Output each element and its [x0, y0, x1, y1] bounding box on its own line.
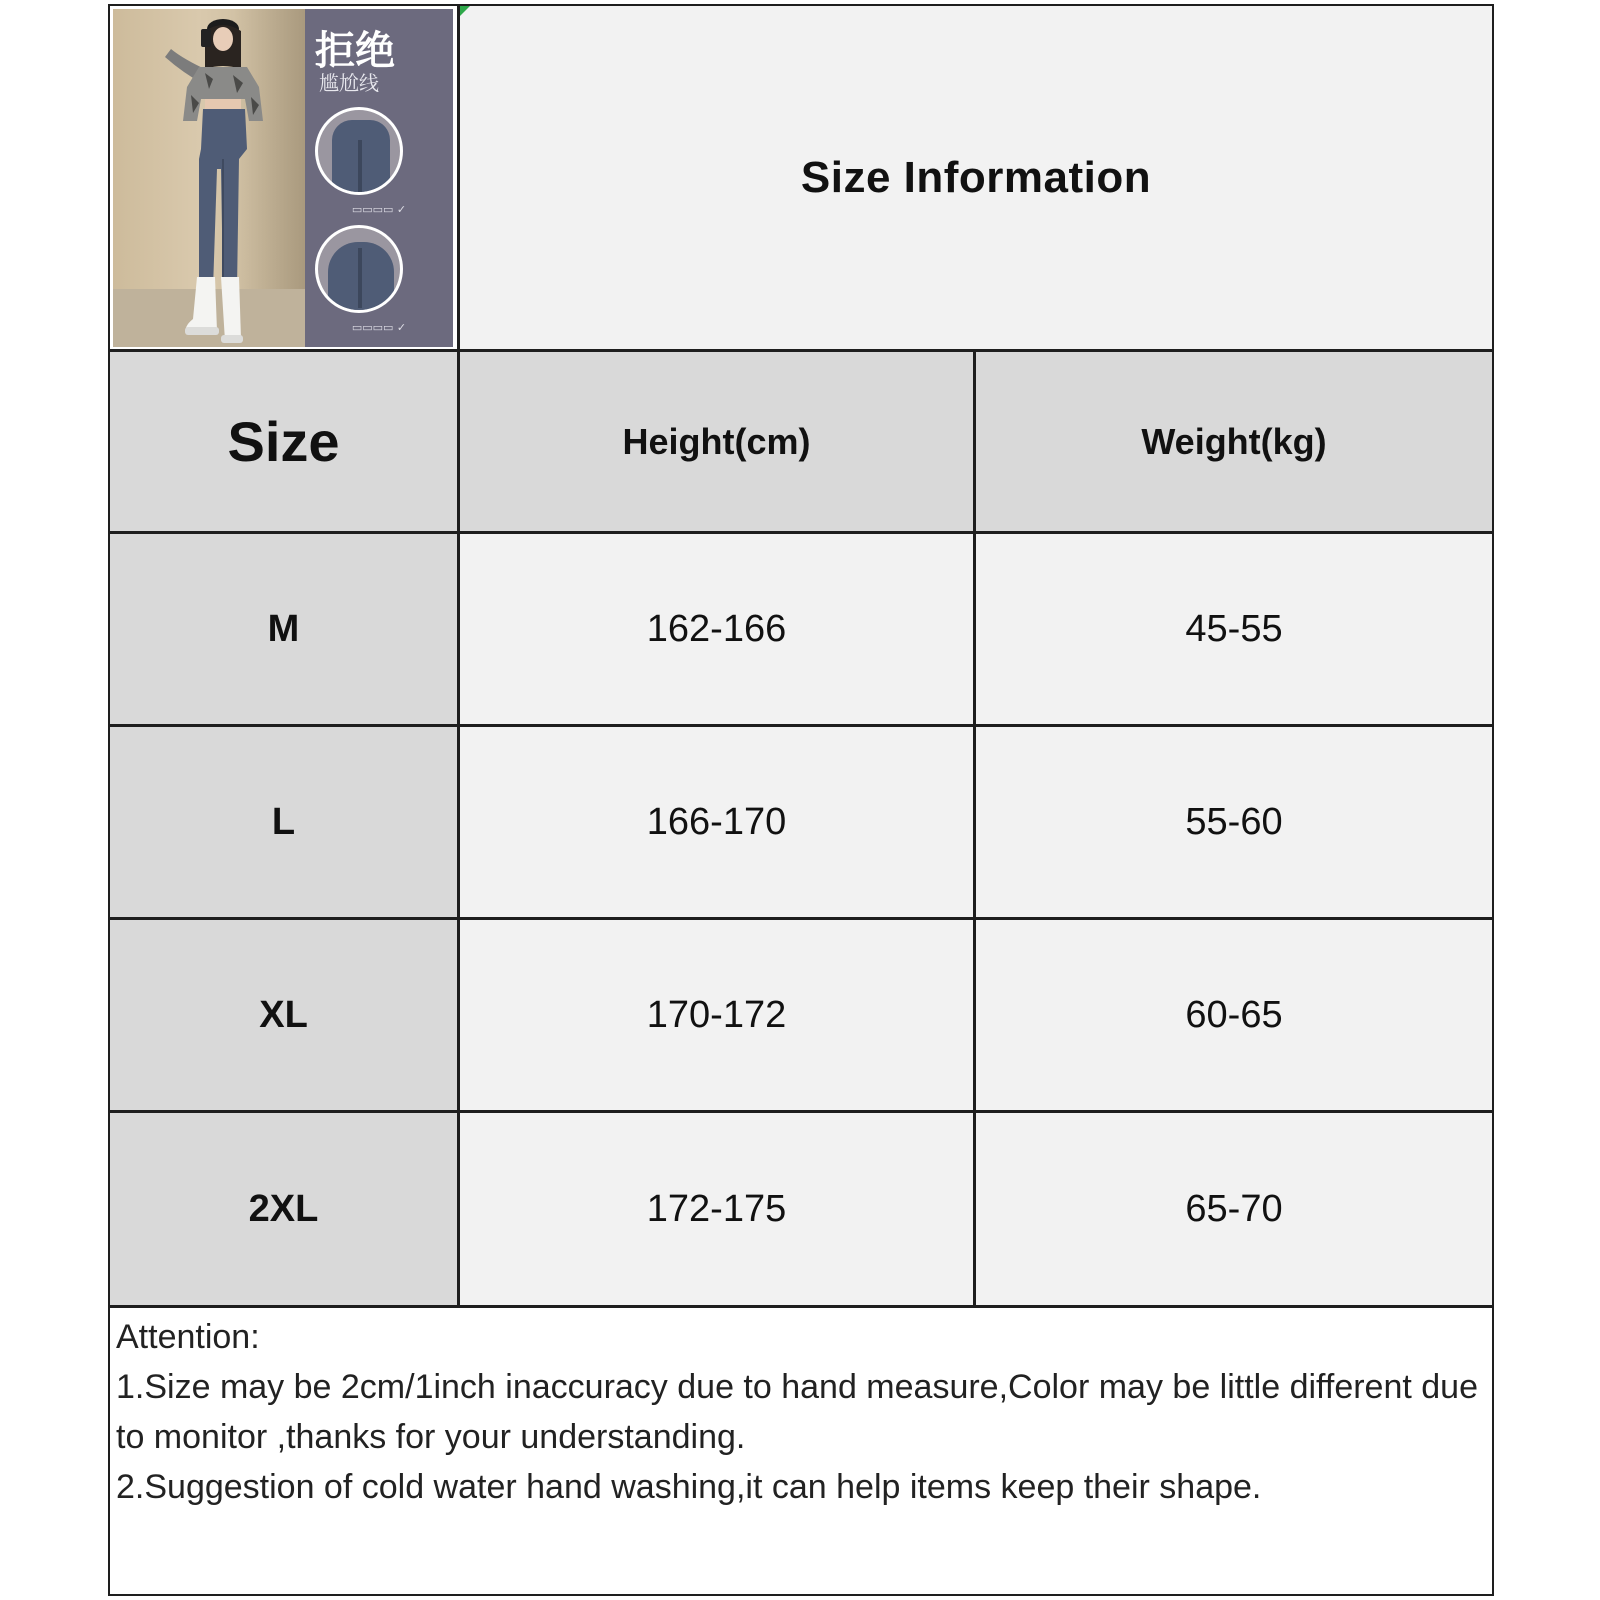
row-weight-value: 60-65 — [976, 920, 1492, 1113]
product-photo — [113, 9, 453, 347]
panel-subtitle: 尴尬线 — [319, 71, 379, 95]
detail-circle-hip — [315, 225, 403, 313]
feature-panel: 拒绝 尴尬线 ▭▭▭▭ ✓ ▭▭▭▭ ✓ — [305, 9, 453, 347]
notes-line-1: 1.Size may be 2cm/1inch inaccuracy due to hand measure,Color may be little different due to monitor ,thanks for your understanding. — [116, 1368, 1478, 1456]
size-chart-sheet — [108, 4, 1494, 1596]
row-size-label: 2XL — [110, 1113, 460, 1308]
row-size-label: M — [110, 534, 460, 727]
panel-title: 拒绝 — [315, 28, 395, 74]
notes-line-2: 2.Suggestion of cold water hand washing,it can help items keep their shape. — [116, 1468, 1262, 1506]
detail-circle-waist — [315, 107, 403, 195]
notes-heading: Attention: — [116, 1318, 260, 1356]
header-size: Size — [110, 352, 460, 534]
row-weight-value: 45-55 — [976, 534, 1492, 727]
product-photo-cell — [110, 6, 460, 352]
header-weight: Weight(kg) — [976, 352, 1492, 534]
title-cell — [460, 6, 1492, 352]
row-size-label: XL — [110, 920, 460, 1113]
page-title: Size Information — [800, 152, 1152, 202]
row-height-value: 166-170 — [460, 727, 976, 920]
header-height: Height(cm) — [460, 352, 976, 534]
row-height-value: 170-172 — [460, 920, 976, 1113]
row-height-value: 172-175 — [460, 1113, 976, 1308]
row-height-value: 162-166 — [460, 534, 976, 727]
model-figure — [113, 9, 305, 347]
attention-notes — [110, 1308, 1492, 1594]
row-weight-value: 65-70 — [976, 1113, 1492, 1308]
row-size-label: L — [110, 727, 460, 920]
row-weight-value: 55-60 — [976, 727, 1492, 920]
cell-marker — [460, 6, 470, 16]
